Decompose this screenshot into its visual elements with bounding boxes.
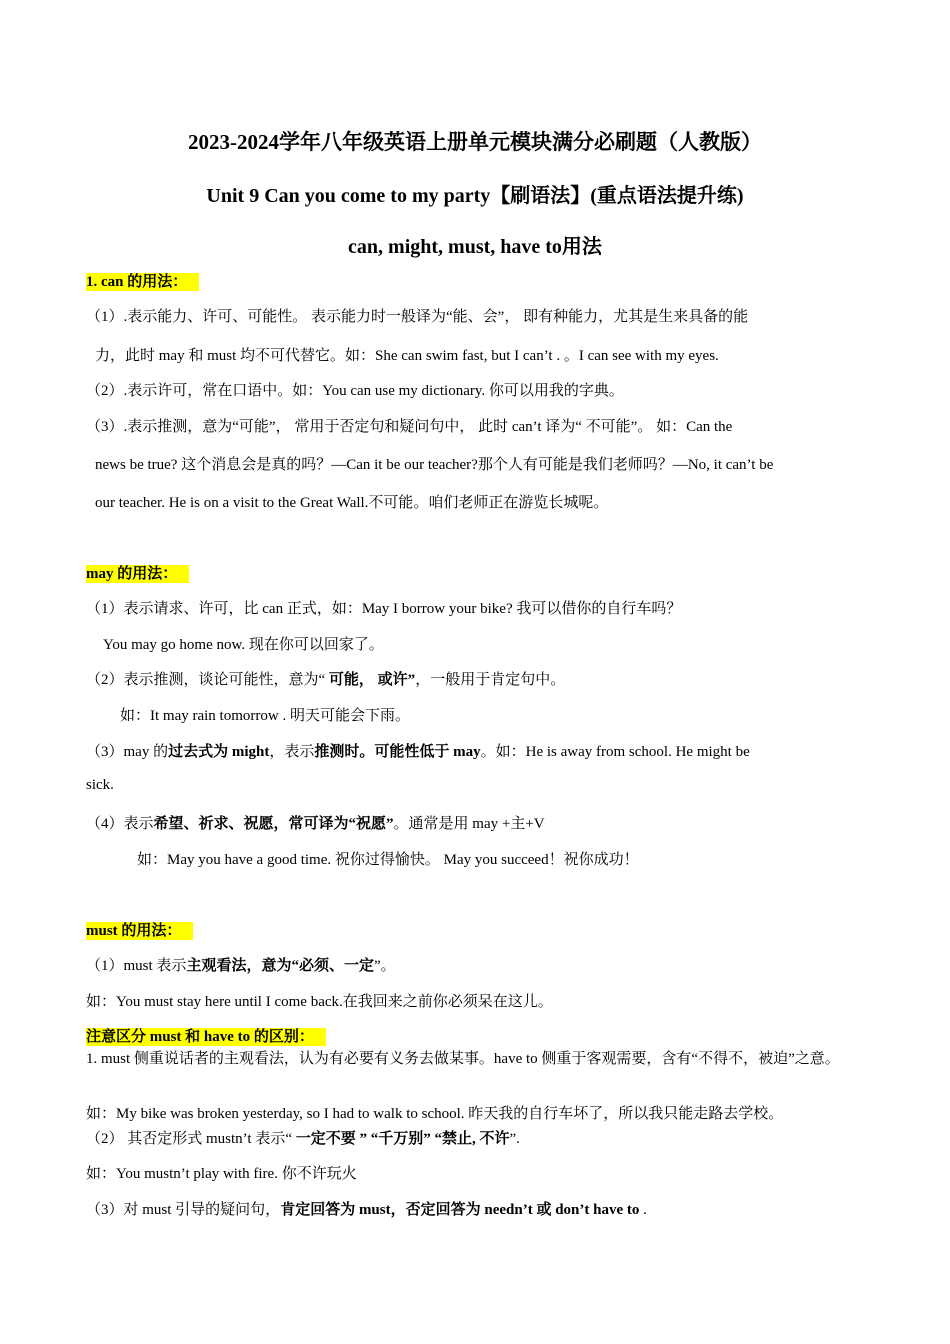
may-line-8: 如：May you have a good time. 祝你过得愉快。 May you succeed！祝你成功！ [137, 852, 639, 868]
must-line-6-c: . [639, 1202, 647, 1218]
must-line-3: 如：My bike was broken yesterday, so I had to walk to school. 昨天我的自行车坏了，所以我只能走路去学校。 [86, 1106, 784, 1122]
must-line-6-bold: 肯定回答为 must，否定回答为 needn’t 或 don’t have to [280, 1202, 640, 1218]
must-line-2: 如：You must stay here until I come back.在我回来之前你必须呆在这儿。 [86, 994, 553, 1010]
may-line-3-a: （2）表示推测，谈论可能性，意为“ [86, 672, 329, 688]
may-line-3 [86, 668, 950, 689]
may-line-5-a: （3）may 的 [86, 744, 169, 760]
must-line-1 [86, 954, 950, 975]
may-line-1: （1）表示请求、许可，比 can 正式，如：May I borrow your bike? 我可以借你的自行车吗？ [86, 601, 682, 617]
topic-title: can, might, must, have to用法 [348, 236, 602, 258]
may-line-3-bold: 可能， 或许” [328, 672, 416, 688]
page-subtitle: Unit 9 Can you come to my party【刷语法】(重点语法提升练) [206, 185, 744, 207]
can-line-5: news be true? 这个消息会是真的吗？—Can it be our teacher?那个人有可能是我们老师吗？—No, it can’t be [95, 457, 774, 473]
may-line-7 [86, 812, 950, 833]
must-heading [86, 919, 950, 940]
may-line-5 [86, 740, 950, 761]
may-line-5-bold-2: 推测时。可能性低于 may [314, 744, 481, 760]
note-heading [86, 1025, 950, 1046]
must-line-1-c: ”。 [373, 958, 396, 974]
may-line-6: sick. [86, 777, 114, 793]
may-line-2: You may go home now. 现在你可以回家了。 [103, 637, 384, 653]
may-heading-text: may 的用法： [86, 565, 189, 583]
must-heading-text: must 的用法： [86, 922, 193, 940]
must-line-4 [86, 1127, 950, 1148]
must-line-1-bold: 主观看法，意为“必须、一定 [186, 958, 374, 974]
may-line-3-c: ，一般用于肯定句中。 [415, 672, 566, 688]
note-heading-text: 注意区分 must 和 have to 的区别： [86, 1028, 326, 1046]
may-line-7-bold: 希望、祈求、祝愿，常可译为“祝愿” [153, 816, 394, 832]
must-line-5: 如：You mustn’t play with fire. 你不许玩火 [86, 1166, 357, 1182]
must-line-6-a: （3）对 must 引导的疑问句， [86, 1202, 281, 1218]
may-heading [86, 562, 950, 583]
can-heading [86, 270, 950, 291]
may-line-4: 如：It may rain tomorrow . 明天可能会下雨。 [120, 708, 410, 724]
may-line-5-c: ，表示 [269, 744, 315, 760]
may-line-7-a: （4）表示 [86, 816, 154, 832]
can-line-3: （2）.表示许可，常在口语中。如：You can use my dictionary. 你可以用我的字典。 [86, 383, 624, 399]
must-line-6 [86, 1198, 950, 1219]
may-line-7-c: 。通常是用 may +主+V [393, 816, 545, 832]
must-line-4-a: （2） 其否定形式 mustn’t 表示“ [86, 1131, 296, 1147]
must-line-4-c: ”. [509, 1131, 520, 1147]
must-line-1-a: （1）must 表示 [86, 958, 187, 974]
may-line-5-e: 。如：He is away from school. He might be [480, 744, 750, 760]
must-paragraph-1: 1. must 侧重说话者的主观看法，认为有必要有义务去做某事。have to 侧重于客观需要，含有“不得不，被迫”之意。 [86, 1051, 840, 1067]
can-line-4: （3）.表示推测，意为“可能”， 常用于否定句和疑问句中， 此时 can’t 译为“ 不可能”。 如：Can the [86, 419, 733, 435]
page-title: 2023-2024学年八年级英语上册单元模块满分必刷题（人教版） [188, 130, 762, 154]
can-line-2: 力，此时 may 和 must 均不可代替它。如：She can swim fast, but I can’t . 。I can see with my eyes. [95, 348, 719, 364]
can-line-1: （1）.表示能力、许可、可能性。 表示能力时一般译为“能、会”， 即有种能力，尤其是生来具备的能 [86, 309, 749, 325]
may-line-5-bold-1: 过去式为 might [168, 744, 270, 760]
must-line-4-bold: 一定不要 ” “千万别” “禁止, 不许 [295, 1131, 510, 1147]
can-heading-text: 1. can 的用法： [86, 273, 199, 291]
can-line-6: our teacher. He is on a visit to the Great Wall.不可能。咱们老师正在游览长城呢。 [95, 495, 609, 511]
